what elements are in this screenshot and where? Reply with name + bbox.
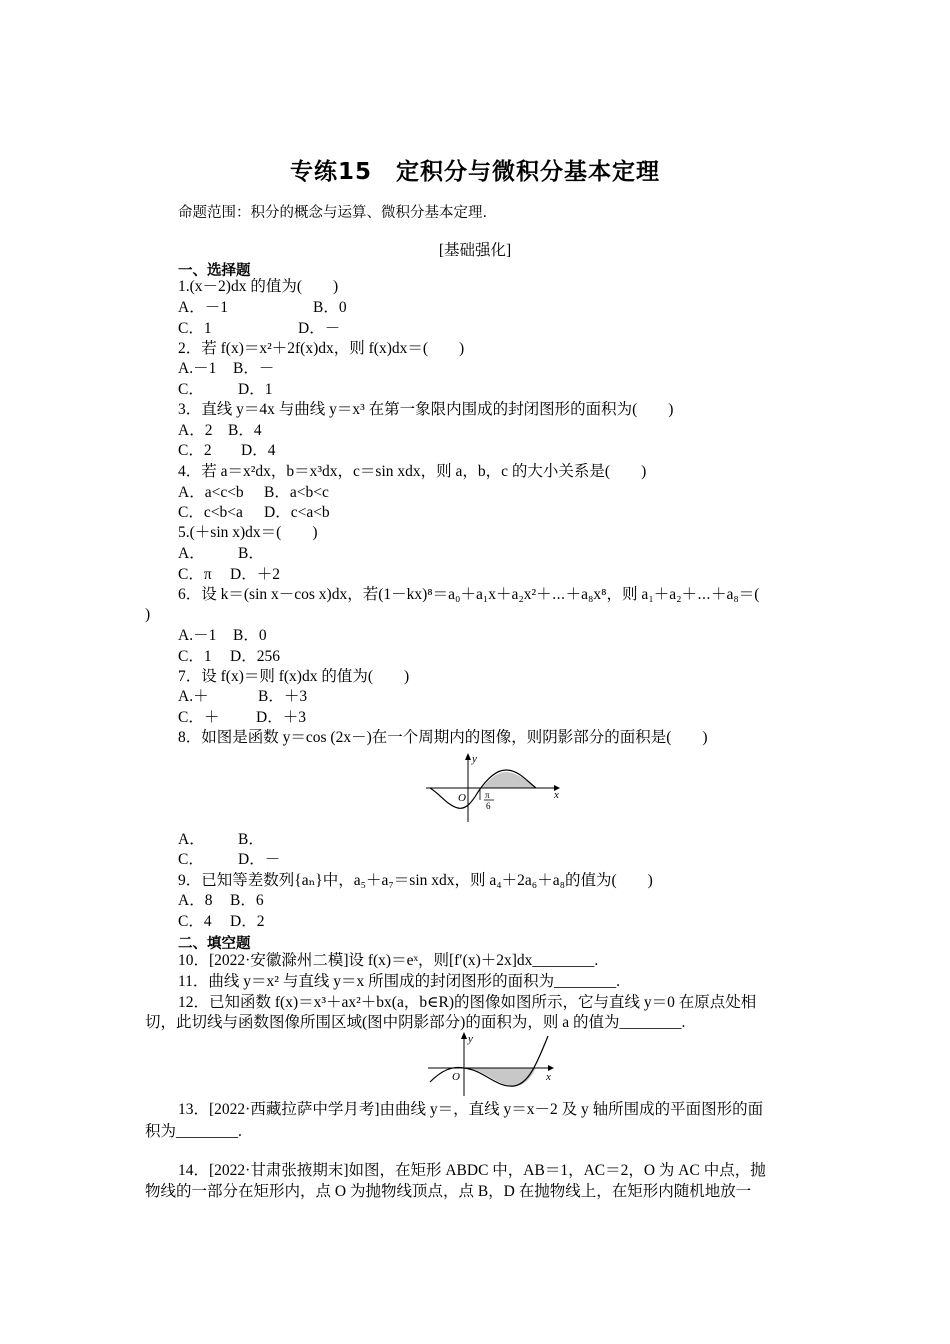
question-3: 3．直线 y＝4x 与曲线 y＝x³ 在第一象限内围成的封闭图形的面积为( ) (178, 401, 674, 418)
section-fill-in: 二、填空题 (178, 936, 251, 952)
fig8-y-label: y (472, 753, 477, 765)
option-a: A．2 (178, 422, 213, 439)
basic-reinforcement-label: [基础强化] (438, 242, 512, 259)
fig12-x-label: x (546, 1071, 551, 1083)
option-c: C．2 (178, 442, 212, 459)
option-d: D．＋2 (230, 566, 280, 583)
option-c: C．＋ (178, 709, 220, 726)
question-13: 13．[2022·西藏拉萨中学月考]由曲线 y＝，直线 y＝x－2 及 y 轴所围成的平面图形的面 (178, 1101, 764, 1118)
option-d: D．c<a<b (264, 504, 330, 521)
option-b: B．6 (230, 892, 264, 909)
option-b: B．4 (228, 422, 262, 439)
option-c: C．1 (178, 648, 212, 665)
cosine-graph-figure (420, 748, 565, 826)
question-5: 5.(＋sin x)dx＝( ) (178, 524, 318, 541)
cubic-graph-figure (424, 1030, 559, 1098)
option-c: C．1 (178, 320, 212, 337)
option-c: C． (178, 851, 204, 868)
question-9: 9．已知等差数列{aₙ}中，a₅＋a₇＝sin xdx，则 a₄＋2a₆＋a₈的值为( ) (178, 872, 653, 889)
option-b: B．－ (233, 360, 275, 377)
question-6: 6．设 k＝(sin x－cos x)dx，若(1－kx)⁸＝a₀＋a₁x＋a₂x²＋⋯＋a₈x⁸，则 a₁＋a₂＋⋯＋a₈＝( (178, 586, 760, 603)
fig12-y-label: y (468, 1033, 473, 1045)
option-d: D．1 (238, 381, 273, 398)
question-12-continuation: 切，此切线与函数图像所围区域(图中阴影部分)的面积为，则 a 的值为________. (145, 1014, 686, 1031)
page-title: 专练15 定积分与微积分基本定理 (289, 159, 660, 185)
option-b: B．0 (233, 627, 267, 644)
option-a: A.＋ (178, 688, 209, 705)
shaded-area (482, 772, 536, 788)
cosine-curve (430, 770, 536, 808)
topic-scope: 命题范围：积分的概念与运算、微积分基本定理. (178, 205, 488, 221)
option-a: A．a<c<b (178, 484, 244, 501)
question-6-continuation: ) (145, 606, 151, 623)
question-1: 1.(x－2)dx 的值为( ) (178, 278, 339, 295)
fig8-origin-label: O (458, 792, 466, 804)
option-a: A．－1 (178, 299, 228, 316)
option-a: A.－1 (178, 627, 217, 644)
option-b: B．＋3 (258, 688, 308, 705)
option-c: C． (178, 381, 204, 398)
option-b: B． (238, 545, 264, 562)
section-multiple-choice: 一、选择题 (178, 263, 251, 279)
option-b: B．0 (313, 299, 347, 316)
question-10: 10．[2022·安徽滁州二模]设 f(x)＝eˣ，则[f′(x)＋2x]dx________. (178, 952, 599, 969)
option-a: A． (178, 831, 205, 848)
option-d: D．2 (230, 913, 265, 930)
fig8-six-label: 6 (486, 801, 491, 811)
option-c: C．4 (178, 913, 212, 930)
question-14: 14．[2022·甘肃张掖期末]如图，在矩形 ABDC 中，AB＝1，AC＝2，O 为 AC 中点，抛 (178, 1162, 766, 1179)
option-d: D．－ (298, 320, 341, 337)
option-b: B．a<b<c (264, 484, 329, 501)
question-4: 4．若 a＝x²dx，b＝x³dx，c＝sin xdx，则 a，b，c 的大小关系是( ) (178, 463, 647, 480)
question-8: 8．如图是函数 y＝cos (2x－)在一个周期内的图像，则阴影部分的面积是( ) (178, 729, 708, 746)
option-d: D．4 (241, 442, 276, 459)
fig8-pi-label: π (485, 790, 490, 800)
question-12: 12．已知函数 f(x)＝x³＋ax²＋bx(a，b∈R)的图像如图所示，它与直线 y＝0 在原点处相 (178, 994, 757, 1011)
option-b: B． (238, 831, 264, 848)
question-13-continuation: 积为________. (145, 1123, 242, 1140)
option-c: C．c<b<a (178, 504, 243, 521)
option-a: A．8 (178, 892, 213, 909)
fig12-origin-label: O (452, 1071, 460, 1083)
fig8-x-label: x (554, 789, 559, 801)
question-2: 2．若 f(x)＝x²＋2f(x)dx，则 f(x)dx＝( ) (178, 340, 465, 357)
cubic-curve (430, 1036, 548, 1086)
option-a: A． (178, 545, 205, 562)
option-d: D．－ (238, 851, 281, 868)
option-d: D．256 (230, 648, 280, 665)
question-7: 7．设 f(x)＝则 f(x)dx 的值为( ) (178, 668, 410, 685)
question-11: 11．曲线 y＝x² 与直线 y＝x 所围成的封闭图形的面积为________. (178, 973, 620, 990)
option-c: C．π (178, 566, 212, 583)
option-a: A.－1 (178, 360, 217, 377)
question-14-continuation: 物线的一部分在矩形内，点 O 为抛物线顶点，点 B，D 在抛物线上，在矩形内随机地放一 (145, 1183, 752, 1200)
option-d: D．＋3 (256, 709, 306, 726)
